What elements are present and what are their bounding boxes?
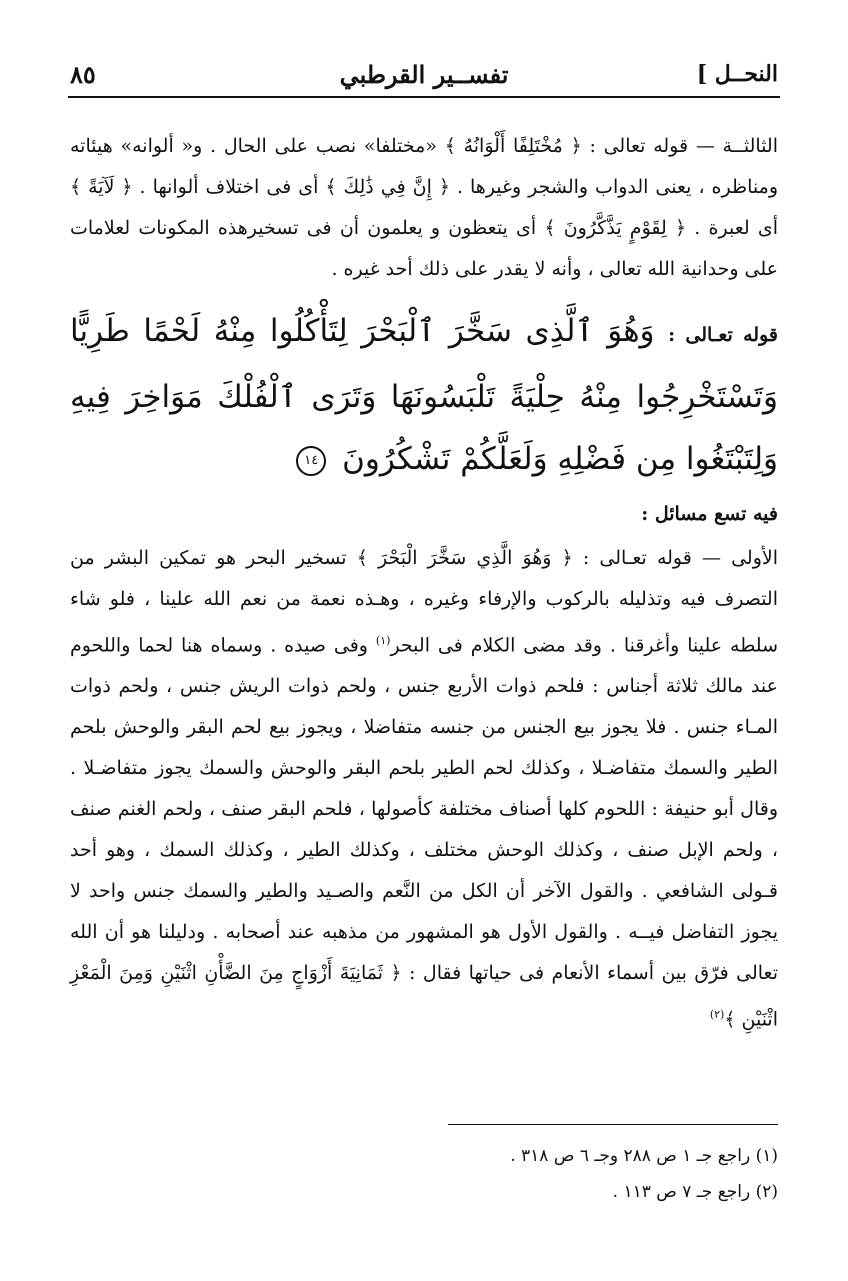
verse-text: وَهُوَ ٱلَّذِى سَخَّرَ ٱلْبَحْرَ لِتَأْكُلُوا مِنْهُ لَحْمًا طَرِيًّا وَتَسْتَخْرِجُوا مِنْهُ حِلْيَةً تَلْبَسُونَهَا وَتَرَى ٱلْفُلْكَ مَوَاخِرَ فِيهِ وَلِتَبْتَغُوا مِن فَضْلِهِ وَلَعَلَّكُمْ تَشْكُرُونَ [70, 313, 778, 477]
paragraph-first-issue [70, 538, 778, 1041]
footnote-1: (١) راجع جـ ١ ص ٢٨٨ وجـ ٦ ص ٣١٨ . [510, 1146, 778, 1166]
quran-verse [70, 300, 778, 490]
section-heading: فيه تسع مسائل : [641, 503, 778, 525]
header-rule [68, 96, 780, 98]
footnote-ref-1: (١) [375, 634, 391, 647]
page-header [70, 52, 778, 96]
footnote-2: (٢) راجع جـ ٧ ص ١١٣ . [612, 1182, 778, 1202]
paragraph-first-issue-part2: وفى صيده . وسماه هنا لحما واللحوم عند مالك ثلاثة أجناس : فلحم ذوات الأربع جنس ، ولحم ذوات الريش جنس ، ولحم ذوات المـاء جنس . فلا يجوز بيع الجنس من جنسه متفاضلا ، ويجوز بيع لحم البقر والوحش بلحم الطير والسمك متفاضـلا ، وكذلك لحم الطير بلحم البقر والوحش والسمك يجوز متفاضـلا . وقال أبو حنيفة : اللحوم كلها أصناف مختلفة كأصولها ، فلحم البقر صنف ، ولحم الغنم صنف ، ولحم الإبل صنف ، وكذلك الوحش مختلف ، وكذلك الطير ، وكذلك السمك ، وهو أحد قـولى الشافعي . والقول الآخر أن الكل من النَّعم والصـيد والطير والسمك جنس واحد لا يجوز التفاضل فيــه . والقول الأول هو المشهور من مذهبه عند أصحابه . ودليلنا هو أن الله تعالى فرّق بين أسماء الأنعام فى حياتها فقال : ﴿ ثَمَانِيَةَ أَزْوَاجٍ مِنَ الضَّأْنِ اثْنَيْنِ وَمِنَ الْمَعْزِ اثْنَيْنِ ﴾ [70, 634, 779, 1031]
chapter-name: النحــل ] [696, 61, 778, 87]
footnote-rule [448, 1124, 778, 1125]
paragraph-third-issue: الثالثــة — قوله تعالى : ﴿ مُخْتَلِفًا أَلْوَانُهُ ﴾ «مختلفا» نصب على الحال . و« ألوانه» هيئاته ومناظره ، يعنى الدواب والشجر وغيرها . ﴿ إِنَّ فِي ذَٰلِكَ ﴾ أى فى اختلاف ألوانها . ﴿ لَآيَةً ﴾ أى لعبرة . ﴿ لِقَوْمٍ يَذَّكَّرُونَ ﴾ أى يتعظون و يعلمون أن فى تسخيرهذه المكونات لعلامات على وحدانية الله تعالى ، وأنه لا يقدر على ذلك أحد غيره . [70, 135, 778, 280]
verse-number-mark: ١٤ [296, 446, 326, 476]
page-number: ٨٥ [70, 59, 96, 89]
verse-lead: قوله تعـالى : [668, 324, 778, 346]
page-body [70, 126, 778, 1041]
footnotes [200, 1138, 778, 1210]
book-title: تفســير القرطبي [339, 59, 509, 89]
footnote-ref-2: (٢) [709, 1008, 725, 1022]
paragraph-first-issue-part1: الأولى — قوله تعـالى : ﴿ وَهُوَ الَّذِي سَخَّرَ الْبَحْرَ ﴾ تسخير البحر هو تمكين البشر من التصرف فيه وتذليله بالركوب والإرفاء وغيره ، وهـذه نعمة من نعم الله علينا ، فلو شاء سلطه علينا وأغرقنا . وقد مضى الكلام فى البحر [70, 547, 778, 657]
